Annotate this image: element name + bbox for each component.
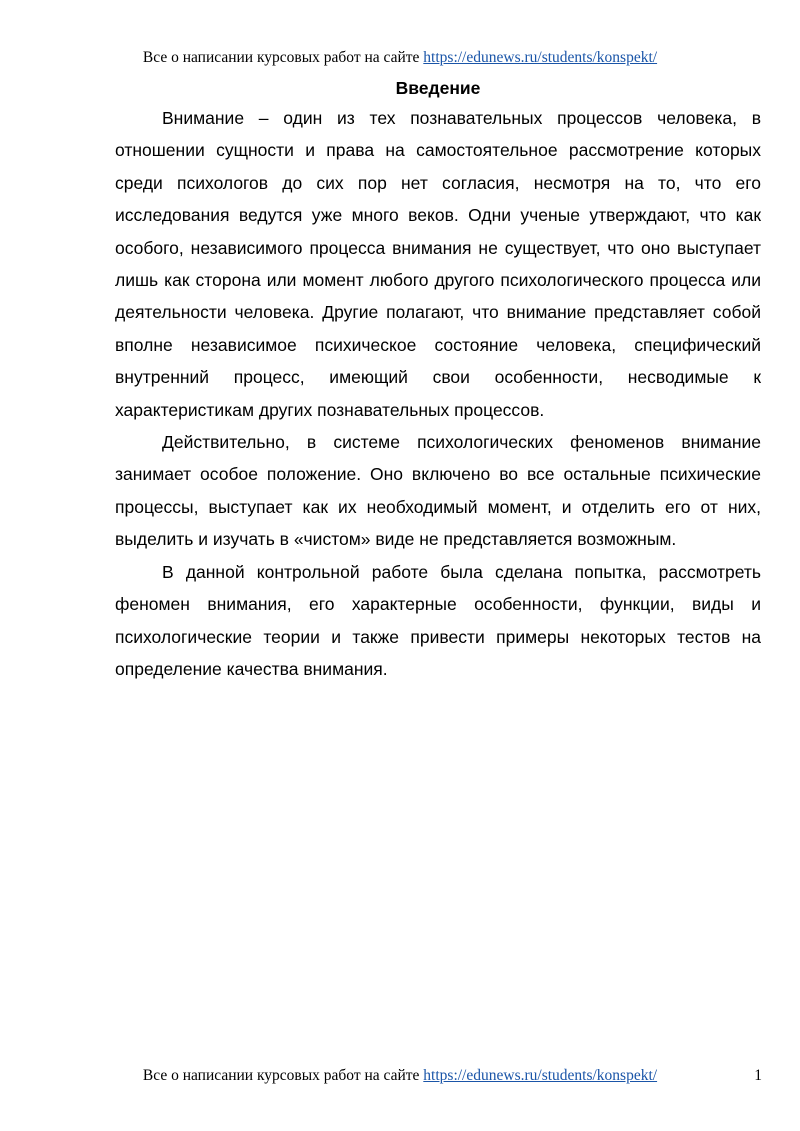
page-number: 1 (754, 1067, 762, 1084)
header-text: Все о написании курсовых работ на сайте (142, 49, 424, 66)
paragraph-3: В данной контрольной работе была сделана попытка, рассмотреть феномен внимания, его характерные особенности, функции, виды и психологические теории и также привести примеры некоторых тестов на определение качества внимания. (115, 561, 761, 679)
header-site-link[interactable]: https://edunews.ru/students/konspekt/ (423, 49, 658, 66)
footer-text: Все о написании курсовых работ на сайте (142, 1067, 424, 1084)
paragraph-2: Действительно, в системе психологических феноменов внимание занимает особое положение. Оно включено во все остальные психические процессы, выступает как их необходимый момент, и отделить его от них, выделить и изучать в «чистом» виде не представляется возможным. (115, 432, 761, 550)
document-body (115, 74, 761, 685)
footer-site-link[interactable]: https://edunews.ru/students/konspekt/ (423, 1067, 658, 1084)
paragraph-1: Внимание – один из тех познавательных процессов человека, в отношении сущности и права на самостоятельное рассмотрение которых среди психологов до сих пор нет согласия, несмотря на то, что его исследования ведутся уже много веков. Одни ученые утверждают, что как особого, независимого процесса внимания не существует, что оно выступает лишь как сторона или момент любого другого психологического процесса или деятельности человека. Другие полагают, что внимание представляет собой вполне независимое психическое состояние человека, специфический внутренний процесс, имеющий свои особенности, несводимые к характеристикам других познавательных процессов. (115, 108, 761, 420)
page-header (0, 48, 800, 68)
page-footer (0, 1066, 800, 1086)
document-title: Введение (395, 78, 481, 98)
